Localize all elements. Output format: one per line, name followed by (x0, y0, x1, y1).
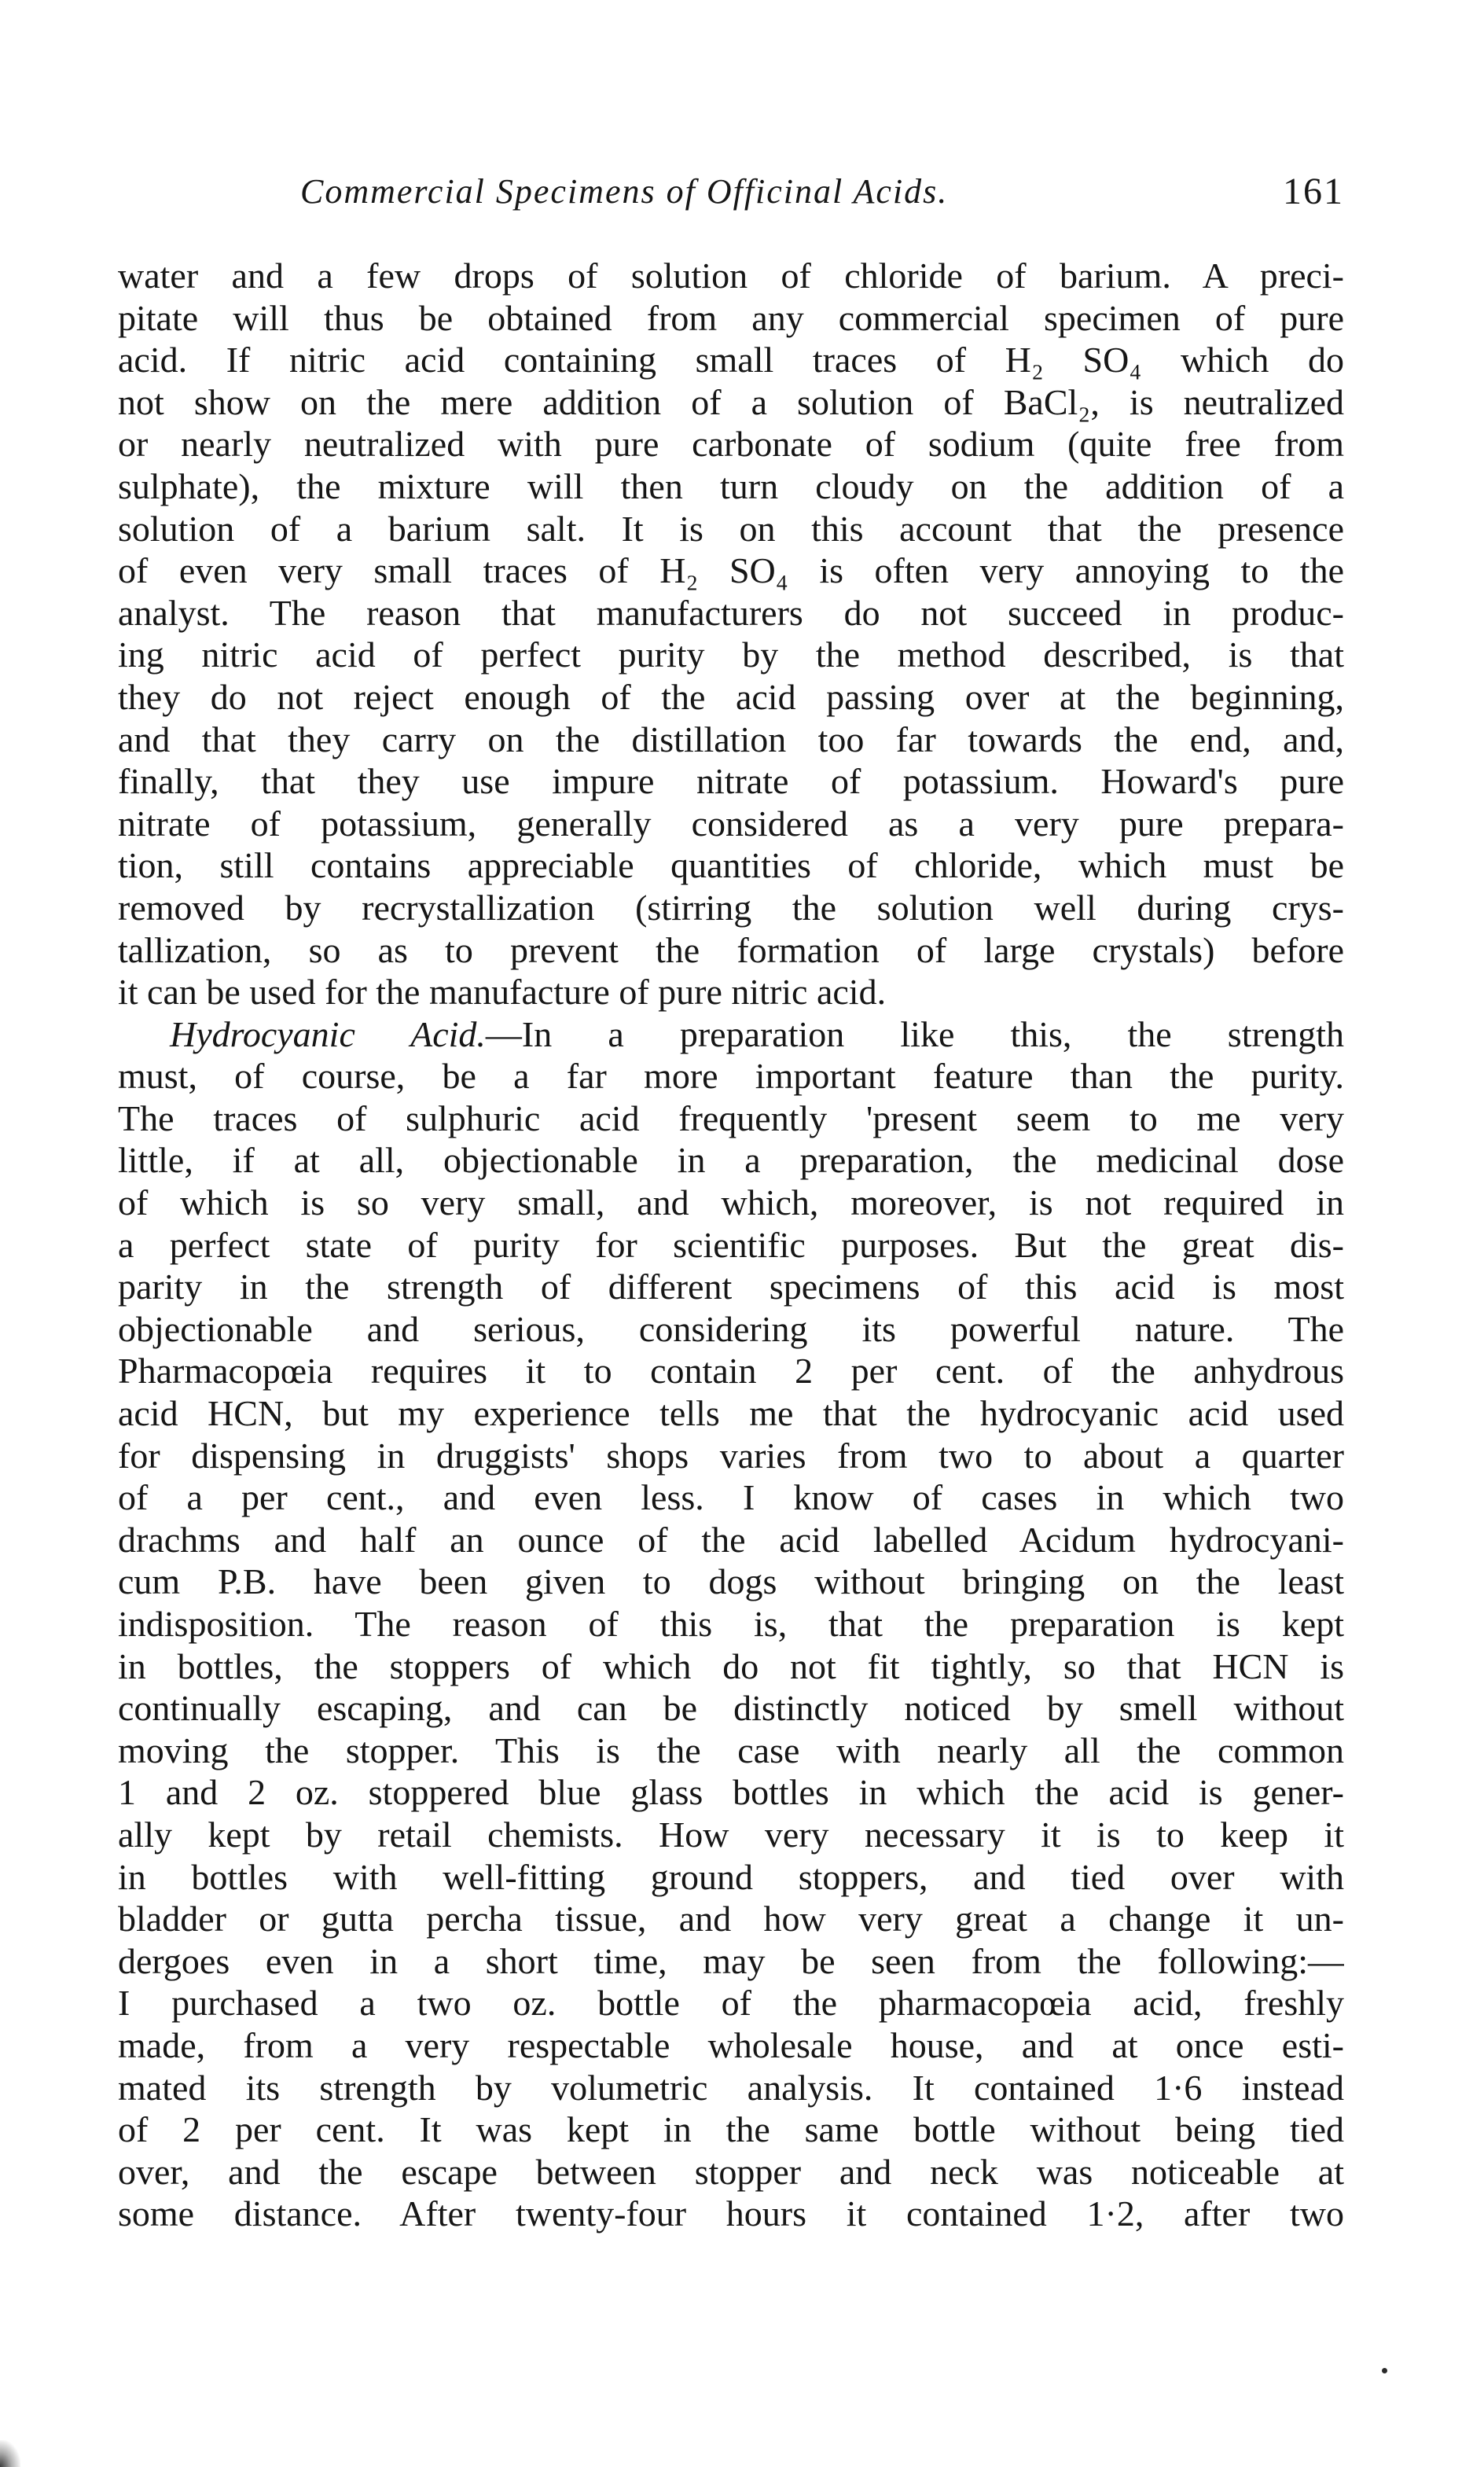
text-line: finally, that they use impure nitrate of potassium. Howard's pure (118, 761, 1344, 802)
text-line: and that they carry on the distillation too far towards the end, and, (118, 719, 1344, 759)
paragraph-first-line (118, 1013, 1344, 1056)
text-line: The traces of sulphuric acid frequently 'present seem to me very (118, 1097, 1344, 1138)
text-line: tallization, so as to prevent the formation of large crystals) before (118, 929, 1344, 970)
running-head (118, 171, 1344, 226)
text-line: objectionable and serious, considering its powerful nature. The (118, 1308, 1344, 1349)
text-line: some distance. After twenty-four hours it contained 1·2, after two (118, 2193, 1344, 2234)
text-line: in bottles with well-fitting ground stoppers, and tied over with (118, 1856, 1344, 1897)
text-line: pitate will thus be obtained from any commercial specimen of pure (118, 297, 1344, 338)
text-line: parity in the strength of different specimens of this acid is most (118, 1267, 1344, 1307)
first-line-text: —In a preparation like this, the strength (485, 1013, 1344, 1054)
text-line: made, from a very respectable wholesale house, and at once esti- (118, 2024, 1344, 2065)
paragraph-nitric-acid (118, 255, 1344, 1013)
text-line: for dispensing in druggists' shops varies from two to about a quarter (118, 1435, 1344, 1476)
text-line: over, and the escape between stopper and neck was noticeable at (118, 2151, 1344, 2192)
text-line: it can be used for the manufacture of pure nitric acid. (118, 972, 887, 1013)
text-line: sulphate), the mixture will then turn cloudy on the addition of a (118, 465, 1344, 506)
text-line: of even very small traces of H₂ SO₄ is often very annoying to the (118, 550, 1344, 591)
ink-speck (1382, 2368, 1387, 2373)
text-line: of a per cent., and even less. I know of cases in which two (118, 1477, 1344, 1518)
text-line: must, of course, be a far more important feature than the purity. (118, 1056, 1344, 1097)
text-line: they do not reject enough of the acid passing over at the beginning, (118, 676, 1344, 717)
text-line: ally kept by retail chemists. How very necessary it is to keep it (118, 1814, 1344, 1855)
text-line: nitrate of potassium, generally considered as a very pure prepara- (118, 803, 1344, 844)
text-line: analyst. The reason that manufacturers do not succeed in produc- (118, 592, 1344, 633)
text-line: bladder or gutta percha tissue, and how very great a change it un- (118, 1899, 1344, 1939)
text-line: I purchased a two oz. bottle of the pharmacopœia acid, freshly (118, 1983, 1344, 2024)
text-line: indisposition. The reason of this is, that the preparation is kept (118, 1604, 1344, 1644)
text-line: removed by recrystallization (stirring the solution well during crys- (118, 887, 1344, 928)
text-line: in bottles, the stoppers of which do not fit tightly, so that HCN is (118, 1645, 1344, 1686)
text-line: continually escaping, and can be distinctly noticed by smell without (118, 1688, 1344, 1729)
text-line: or nearly neutralized with pure carbonate of sodium (quite free from (118, 424, 1344, 465)
text-line: of which is so very small, and which, moreover, is not required in (118, 1182, 1344, 1223)
text-line: ing nitric acid of perfect purity by the method described, is that (118, 634, 1344, 675)
text-line: of 2 per cent. It was kept in the same bottle without being tied (118, 2109, 1344, 2150)
text-line: 1 and 2 oz. stoppered blue glass bottles in which the acid is gener- (118, 1772, 1344, 1813)
text-line: acid HCN, but my experience tells me that the hydrocyanic acid used (118, 1393, 1344, 1434)
text-line: Pharmacopœia requires it to contain 2 per cent. of the anhydrous (118, 1351, 1344, 1392)
page-number: 161 (1283, 171, 1344, 212)
text-line: drachms and half an ounce of the acid labelled Acidum hydrocyani- (118, 1519, 1344, 1560)
text-line: water and a few drops of solution of chloride of barium. A preci- (118, 256, 1344, 296)
text-line: mated its strength by volumetric analysis. It contained 1·6 instead (118, 2067, 1344, 2108)
text-line: dergoes even in a short time, may be seen from the following:— (118, 1940, 1344, 1981)
running-title: Commercial Specimens of Officinal Acids. (300, 172, 949, 211)
text-line: moving the stopper. This is the case with nearly all the common (118, 1730, 1344, 1770)
section-heading: Hydrocyanic Acid. (170, 1013, 486, 1054)
text-line: little, if at all, objectionable in a preparation, the medicinal dose (118, 1140, 1344, 1181)
paragraph-hydrocyanic-acid (118, 1013, 1344, 2235)
text-line: acid. If nitric acid containing small traces of H₂ SO₄ which do (118, 340, 1344, 381)
text-line: cum P.B. have been given to dogs without bringing on the least (118, 1561, 1344, 1602)
text-line: a perfect state of purity for scientific purposes. But the great dis- (118, 1224, 1344, 1265)
page-corner-smudge (0, 2440, 20, 2467)
text-line: tion, still contains appreciable quantities of chloride, which must be (118, 845, 1344, 886)
text-line: not show on the mere addition of a solution of BaCl₂, is neutralized (118, 381, 1344, 422)
body-text (118, 255, 1344, 2235)
text-line: solution of a barium salt. It is on this account that the presence (118, 508, 1344, 549)
